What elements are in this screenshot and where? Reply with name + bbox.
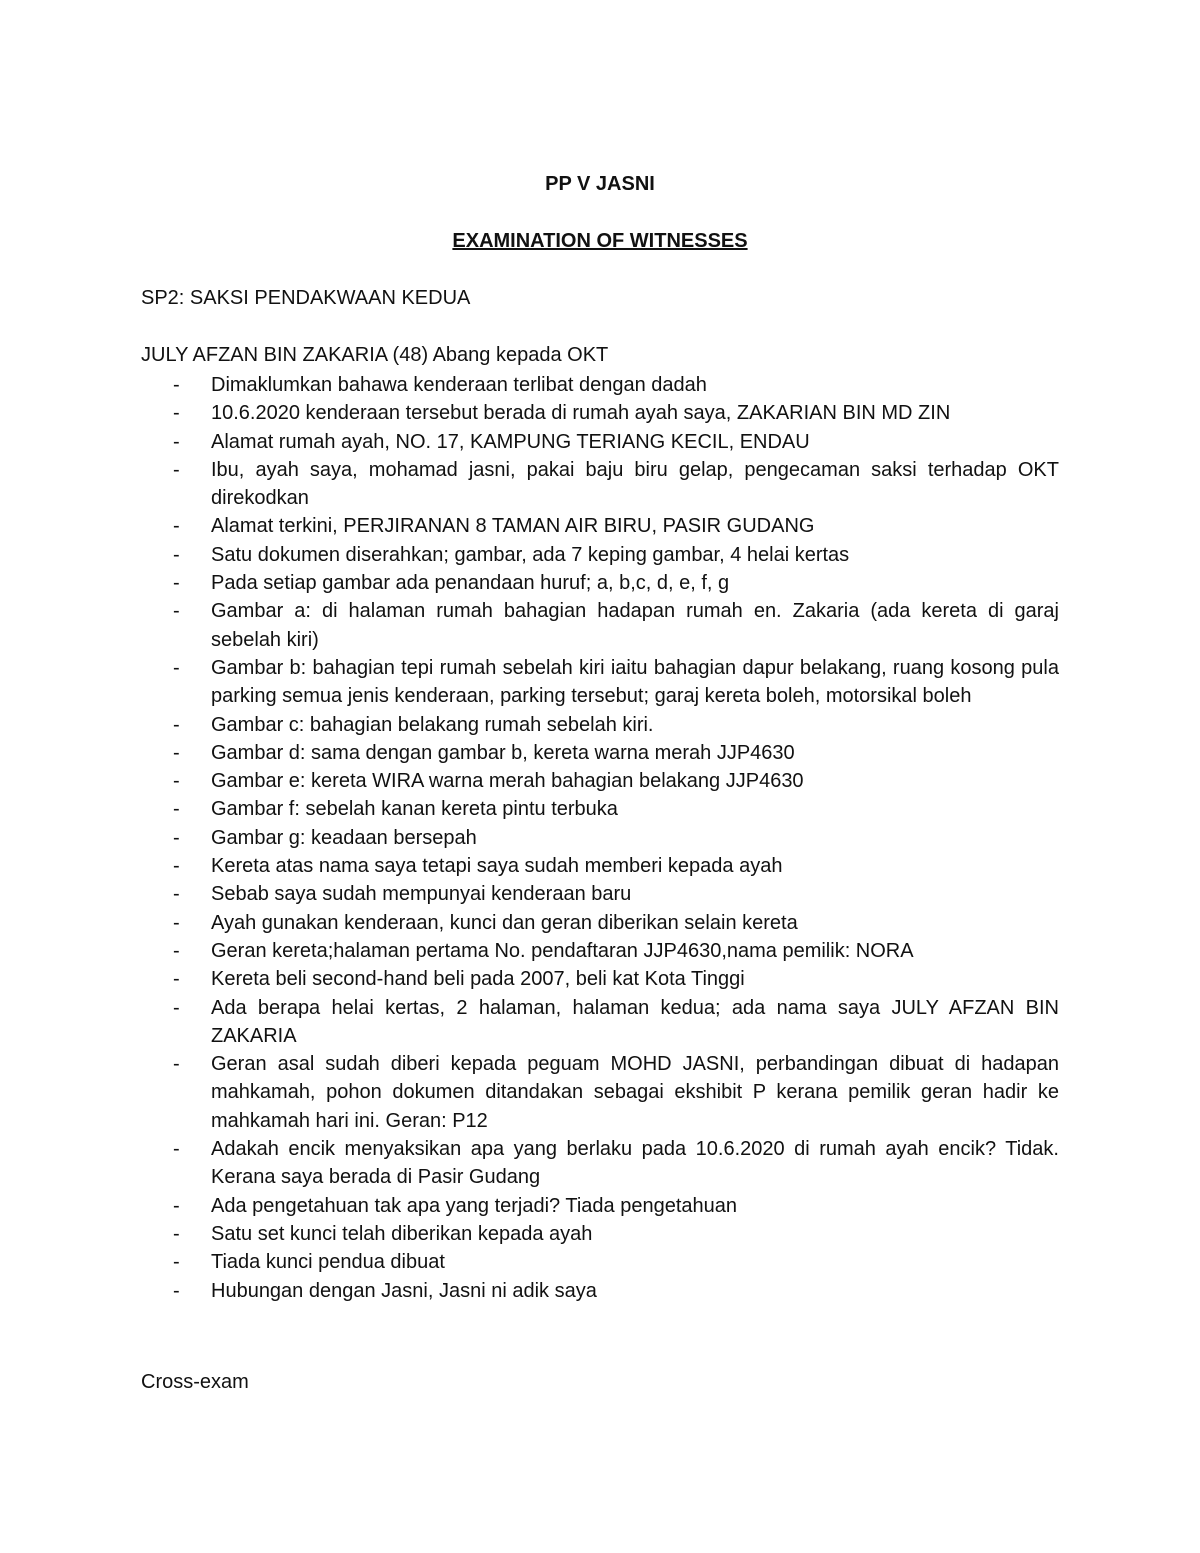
list-item-text: Gambar b: bahagian tepi rumah sebelah kiri iaitu bahagian dapur belakang, ruang kosong pula parking semua jenis kenderaan, parking tersebut; garaj kereta boleh, motorsikal boleh xyxy=(211,656,1059,708)
list-item-text: 10.6.2020 kenderaan tersebut berada di rumah ayah saya, ZAKARIAN BIN MD ZIN xyxy=(211,402,951,425)
list-item-text: Gambar a: di halaman rumah bahagian hadapan rumah en. Zakaria (ada kereta di garaj sebelah kiri) xyxy=(211,600,1059,651)
list-item xyxy=(0,569,1059,597)
list-item-text: Dimaklumkan bahawa kenderaan terlibat dengan dadah xyxy=(211,374,707,396)
list-item xyxy=(0,456,1059,513)
bullet-dash: - xyxy=(173,1222,180,1245)
list-item-text: Geran asal sudah diberi kepada peguam MOHD JASNI, perbandingan dibuat di hadapan mahkamah, pohon dokumen ditandakan sebagai ekshibit P kerana pemilik geran hadir ke mahkamah hari ini. Geran: P12 xyxy=(211,1053,1059,1132)
bullet-dash: - xyxy=(173,1194,180,1217)
list-item xyxy=(0,1248,1059,1276)
list-item-text: Gambar f: sebelah kanan kereta pintu terbuka xyxy=(211,798,618,821)
list-item xyxy=(0,965,1059,993)
list-item xyxy=(0,711,1059,739)
list-item xyxy=(0,597,1059,654)
bullet-dash: - xyxy=(173,572,180,595)
bullet-dash: - xyxy=(173,911,180,934)
list-item xyxy=(0,1220,1059,1248)
list-item xyxy=(0,428,1059,456)
bullet-dash: - xyxy=(173,1053,180,1076)
bullet-dash: - xyxy=(173,713,180,736)
list-item xyxy=(0,1135,1059,1192)
witness-name: JULY AFZAN BIN ZAKARIA (48) Abang kepada OKT xyxy=(141,344,609,366)
list-item xyxy=(0,654,1059,711)
list-item-text: Pada setiap gambar ada penandaan huruf; a, b,c, d, e, f, g xyxy=(211,572,730,595)
list-item xyxy=(0,1192,1059,1220)
list-item-text: Ada berapa helai kertas, 2 halaman, halaman kedua; ada nama saya JULY AFZAN BIN ZAKARIA xyxy=(211,996,1059,1047)
list-item xyxy=(0,739,1059,767)
bullet-dash: - xyxy=(173,770,180,793)
bullet-dash: - xyxy=(173,458,180,481)
bullet-dash: - xyxy=(173,939,180,962)
list-item xyxy=(0,795,1059,823)
list-item xyxy=(0,824,1059,852)
list-item-text: Alamat terkini, PERJIRANAN 8 TAMAN AIR BIRU, PASIR GUDANG xyxy=(211,515,815,538)
bullet-dash: - xyxy=(173,883,180,906)
bullet-dash: - xyxy=(173,1251,180,1274)
list-item-text: Hubungan dengan Jasni, Jasni ni adik saya xyxy=(211,1279,597,1302)
list-item-text: Gambar d: sama dengan gambar b, kereta warna merah JJP4630 xyxy=(211,741,795,764)
list-item xyxy=(0,371,1059,399)
list-item-text: Gambar e: kereta WIRA warna merah bahagian belakang JJP4630 xyxy=(211,770,804,793)
bullet-dash: - xyxy=(173,826,180,849)
list-item-text: Alamat rumah ayah, NO. 17, KAMPUNG TERIANG KECIL, ENDAU xyxy=(211,430,810,453)
list-item-text: Sebab saya sudah mempunyai kenderaan baru xyxy=(211,883,632,906)
list-item-text: Tiada kunci pendua dibuat xyxy=(211,1251,445,1274)
list-item xyxy=(0,767,1059,795)
bullet-dash: - xyxy=(173,996,180,1019)
bullet-dash: - xyxy=(173,430,180,453)
bullet-dash: - xyxy=(173,741,180,764)
list-item xyxy=(0,909,1059,937)
bullet-dash: - xyxy=(173,515,180,538)
bullet-dash: - xyxy=(173,1138,180,1161)
bullet-dash: - xyxy=(173,855,180,878)
list-item xyxy=(0,1050,1059,1135)
list-item xyxy=(0,937,1059,965)
testimony-list xyxy=(0,371,1200,1305)
list-item xyxy=(0,880,1059,908)
document-subtitle: EXAMINATION OF WITNESSES xyxy=(452,230,748,252)
list-item xyxy=(0,994,1059,1051)
list-item-text: Kereta beli second-hand beli pada 2007, beli kat Kota Tinggi xyxy=(211,968,745,991)
list-item-text: Satu dokumen diserahkan; gambar, ada 7 keping gambar, 4 helai kertas xyxy=(211,543,850,566)
list-item-text: Gambar c: bahagian belakang rumah sebelah kiri. xyxy=(211,713,654,736)
cross-exam-heading: Cross-exam xyxy=(141,1371,249,1393)
bullet-dash: - xyxy=(173,656,180,679)
list-item-text: Geran kereta;halaman pertama No. pendaftaran JJP4630,nama pemilik: NORA xyxy=(211,939,914,962)
list-item xyxy=(0,541,1059,569)
list-item-text: Ayah gunakan kenderaan, kunci dan geran diberikan selain kereta xyxy=(211,911,798,934)
bullet-dash: - xyxy=(173,374,180,396)
bullet-dash: - xyxy=(173,1279,180,1302)
bullet-dash: - xyxy=(173,543,180,566)
list-item-text: Ada pengetahuan tak apa yang terjadi? Tiada pengetahuan xyxy=(211,1194,737,1217)
list-item xyxy=(0,1277,1059,1305)
witness-label: SP2: SAKSI PENDAKWAAN KEDUA xyxy=(141,287,471,309)
list-item-text: Kereta atas nama saya tetapi saya sudah memberi kepada ayah xyxy=(211,855,783,878)
bullet-dash: - xyxy=(173,402,180,425)
document-title: PP V JASNI xyxy=(545,173,655,195)
list-item-text: Satu set kunci telah diberikan kepada ayah xyxy=(211,1222,593,1245)
list-item-text: Ibu, ayah saya, mohamad jasni, pakai baju biru gelap, pengecaman saksi terhadap OKT direkodkan xyxy=(211,458,1059,510)
list-item-text: Gambar g: keadaan bersepah xyxy=(211,826,477,849)
bullet-dash: - xyxy=(173,968,180,991)
list-item xyxy=(0,512,1059,540)
list-item xyxy=(0,399,1059,427)
list-item xyxy=(0,852,1059,880)
list-item-text: Adakah encik menyaksikan apa yang berlaku pada 10.6.2020 di rumah ayah encik? Tidak. Kerana saya berada di Pasir Gudang xyxy=(211,1138,1059,1189)
bullet-dash: - xyxy=(173,798,180,821)
bullet-dash: - xyxy=(173,600,180,623)
